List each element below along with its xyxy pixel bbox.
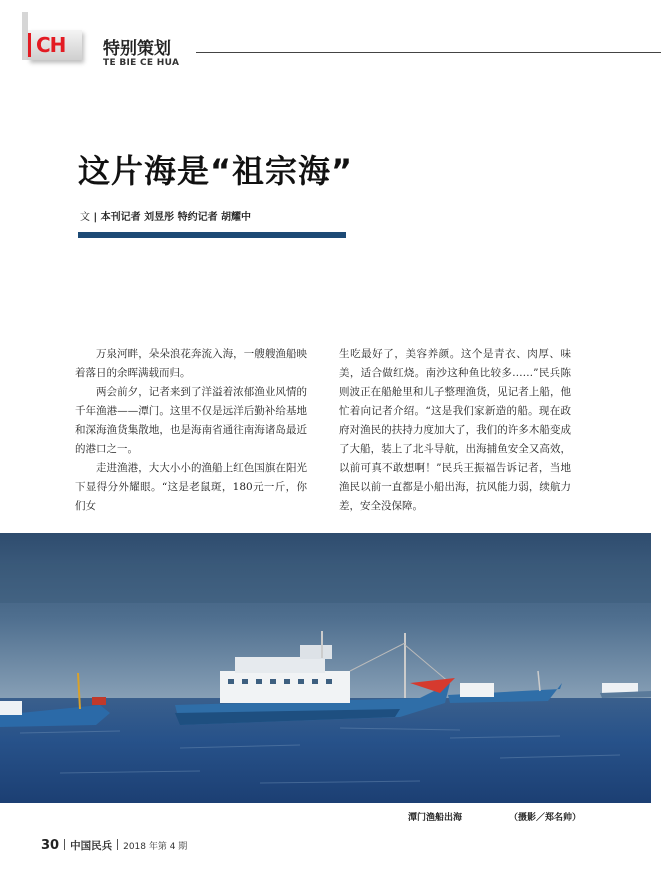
body-paragraph: 生吃最好了，美容养颜。这个是青衣、肉厚、味美，适合做红烧。南沙这种鱼比较多……”民兵陈则波正在船舱里和儿子整理渔货，见记者上船，他忙着向记者介绍。“这是我们家新造的船。现在政府对渔民的扶持力度加大了，我们的许多木船变成了大船，装上了北斗导航，出海捕鱼安全又高效，以前可真不敢想啊！”民兵王振福告诉记者，当地渔民以前一直都是小船出海，抗风能力弱，续航力差，安全没保障。 xyxy=(339,348,571,512)
page-number: 30 xyxy=(41,838,60,853)
section-badge-text: CH xyxy=(36,33,66,57)
fishing-boats-photo xyxy=(0,533,651,803)
footer-divider xyxy=(117,839,118,850)
footer-divider xyxy=(64,839,65,850)
header-rule xyxy=(196,52,661,53)
body-column-left xyxy=(75,345,307,516)
section-pinyin: TE BIE CE HUA xyxy=(103,58,180,68)
body-paragraph: 两会前夕，记者来到了洋溢着浓郁渔业风情的千年渔港——潭门。这里不仅是远洋后勤补给基地和深海渔货集散地，也是海南省通往南海诸岛最近的港口之一。 xyxy=(75,386,307,455)
photo-caption: 潭门渔船出海 xyxy=(408,813,463,823)
magazine-name: 中国民兵 xyxy=(70,840,113,852)
issue-label: 2018 年第 4 期 xyxy=(123,842,188,852)
body-column-right xyxy=(339,345,571,516)
section-badge xyxy=(28,30,82,60)
photo-credit: （摄影／郑名帅） xyxy=(509,813,582,823)
body-paragraph: 万泉河畔，朵朵浪花奔流入海，一艘艘渔船映着落日的余晖满载而归。 xyxy=(75,348,307,379)
title-rule xyxy=(78,232,346,238)
byline-authors: | 本刊记者 刘昱彤 特约记者 胡耀中 xyxy=(93,212,252,223)
section-title: 特别策划 xyxy=(103,39,171,59)
badge-red-tick xyxy=(28,33,31,57)
byline xyxy=(80,208,251,223)
body-paragraph: 走进渔港，大大小小的渔船上红色国旗在阳光下显得分外耀眼。“这是老鼠斑，180元一斤，你们女 xyxy=(75,462,307,512)
page-footer xyxy=(41,838,187,853)
article-title: 这片海是“祖宗海” xyxy=(78,152,354,190)
byline-label: 文 xyxy=(80,212,90,223)
